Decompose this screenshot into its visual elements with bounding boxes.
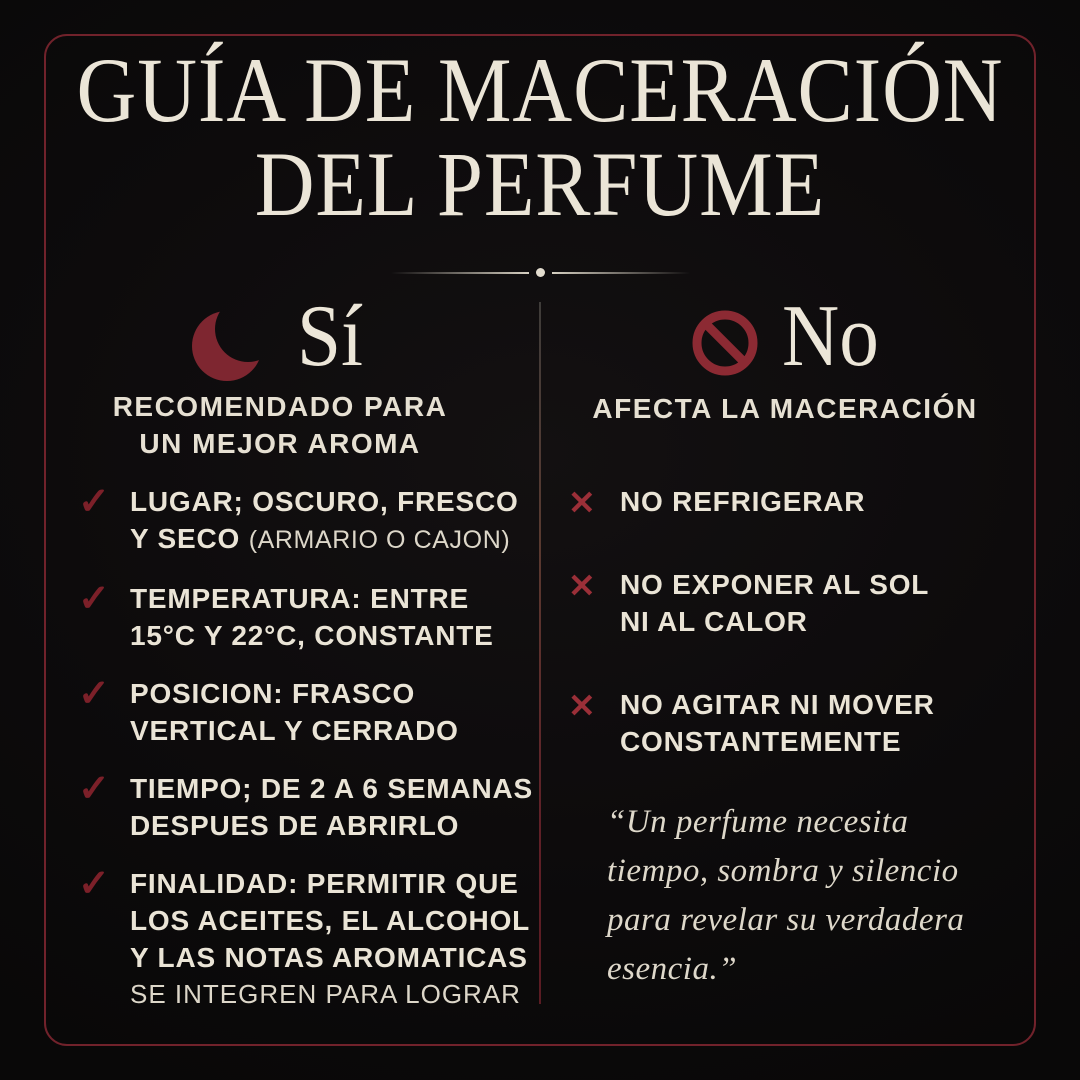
closing-quote xyxy=(607,798,1037,994)
yes-list xyxy=(78,483,533,1013)
item-line: NO AGITAR NI MOVER xyxy=(620,689,935,720)
list-item-posicion xyxy=(78,675,533,749)
item-line: FINALIDAD: PERMITIR QUE xyxy=(130,868,519,899)
item-line: VERTICAL Y CERRADO xyxy=(130,715,459,746)
list-item-text xyxy=(130,865,530,1013)
item-line: NI AL CALOR xyxy=(620,606,808,637)
item-line: NO EXPONER AL SOL xyxy=(620,569,930,600)
no-subtitle: AFECTA LA MACERACIÓN xyxy=(592,393,978,424)
list-item-lugar xyxy=(78,483,533,559)
list-item-text xyxy=(620,483,865,520)
list-item-no-exponer xyxy=(568,566,1028,640)
check-icon: ✓ xyxy=(78,481,110,523)
page-title xyxy=(0,39,1080,235)
quote-line: “Un perfume necesita xyxy=(607,804,909,840)
quote-line: esencia.” xyxy=(607,951,738,987)
yes-subtitle xyxy=(50,388,510,462)
ornament-line-right xyxy=(552,272,690,274)
no-list xyxy=(568,483,1028,760)
check-icon: ✓ xyxy=(78,768,110,810)
item-line xyxy=(130,520,519,559)
ornament-dot xyxy=(536,268,545,277)
prohibited-icon xyxy=(690,308,760,378)
no-heading: No xyxy=(782,288,880,385)
item-line: TEMPERATURA: ENTRE xyxy=(130,583,469,614)
list-item-text xyxy=(130,770,533,844)
list-item-no-refrigerar xyxy=(568,483,1028,520)
column-divider xyxy=(539,302,541,1004)
cross-icon: ✕ xyxy=(568,687,596,724)
crescent-moon-icon xyxy=(189,301,273,385)
item-line: DESPUES DE ABRIRLO xyxy=(130,810,460,841)
page-title-line1: GUÍA DE MACERACIÓN xyxy=(76,39,1004,141)
list-item-no-agitar xyxy=(568,686,1028,760)
item-line: CONSTANTEMENTE xyxy=(620,726,902,757)
ornament-line-left xyxy=(391,272,529,274)
list-item-finalidad xyxy=(78,865,533,1013)
yes-subtitle-line2: UN MEJOR AROMA xyxy=(139,428,421,459)
item-line-main: Y SECO xyxy=(130,523,249,554)
list-item-tiempo xyxy=(78,770,533,844)
item-line-light: SE INTEGREN PARA LOGRAR xyxy=(130,979,521,1009)
item-line: TIEMPO; DE 2 A 6 SEMANAS xyxy=(130,773,533,804)
item-line: NO REFRIGERAR xyxy=(620,486,866,517)
item-line: LOS ACEITES, EL ALCOHOL xyxy=(130,905,531,936)
item-line: POSICION: FRASCO xyxy=(130,678,416,709)
cross-icon: ✕ xyxy=(568,484,596,521)
list-item-text xyxy=(130,483,519,559)
item-line-small: (ARMARIO O CAJON) xyxy=(248,526,511,554)
item-line: 15°C Y 22°C, CONSTANTE xyxy=(130,620,494,651)
no-column-header xyxy=(570,288,1010,391)
list-item-temperatura xyxy=(78,580,533,654)
list-item-text xyxy=(130,580,494,654)
yes-heading: Sí xyxy=(297,288,364,385)
list-item-text xyxy=(620,686,935,760)
item-line: Y LAS NOTAS AROMATICAS xyxy=(130,942,528,973)
yes-column-header xyxy=(60,288,500,391)
list-item-text xyxy=(620,566,929,640)
check-icon: ✓ xyxy=(78,673,110,715)
check-icon: ✓ xyxy=(78,578,110,620)
page-title-line2: DEL PERFUME xyxy=(254,132,826,235)
ornament-divider xyxy=(0,268,1080,277)
list-item-text xyxy=(130,675,459,749)
yes-subtitle-line1: RECOMENDADO PARA xyxy=(112,391,448,422)
cross-icon: ✕ xyxy=(568,567,596,604)
check-icon: ✓ xyxy=(78,863,110,905)
quote-line: para revelar su verdadera xyxy=(607,902,965,938)
quote-line: tiempo, sombra y silencio xyxy=(607,853,959,889)
item-line: LUGAR; OSCURO, FRESCO xyxy=(130,486,519,517)
